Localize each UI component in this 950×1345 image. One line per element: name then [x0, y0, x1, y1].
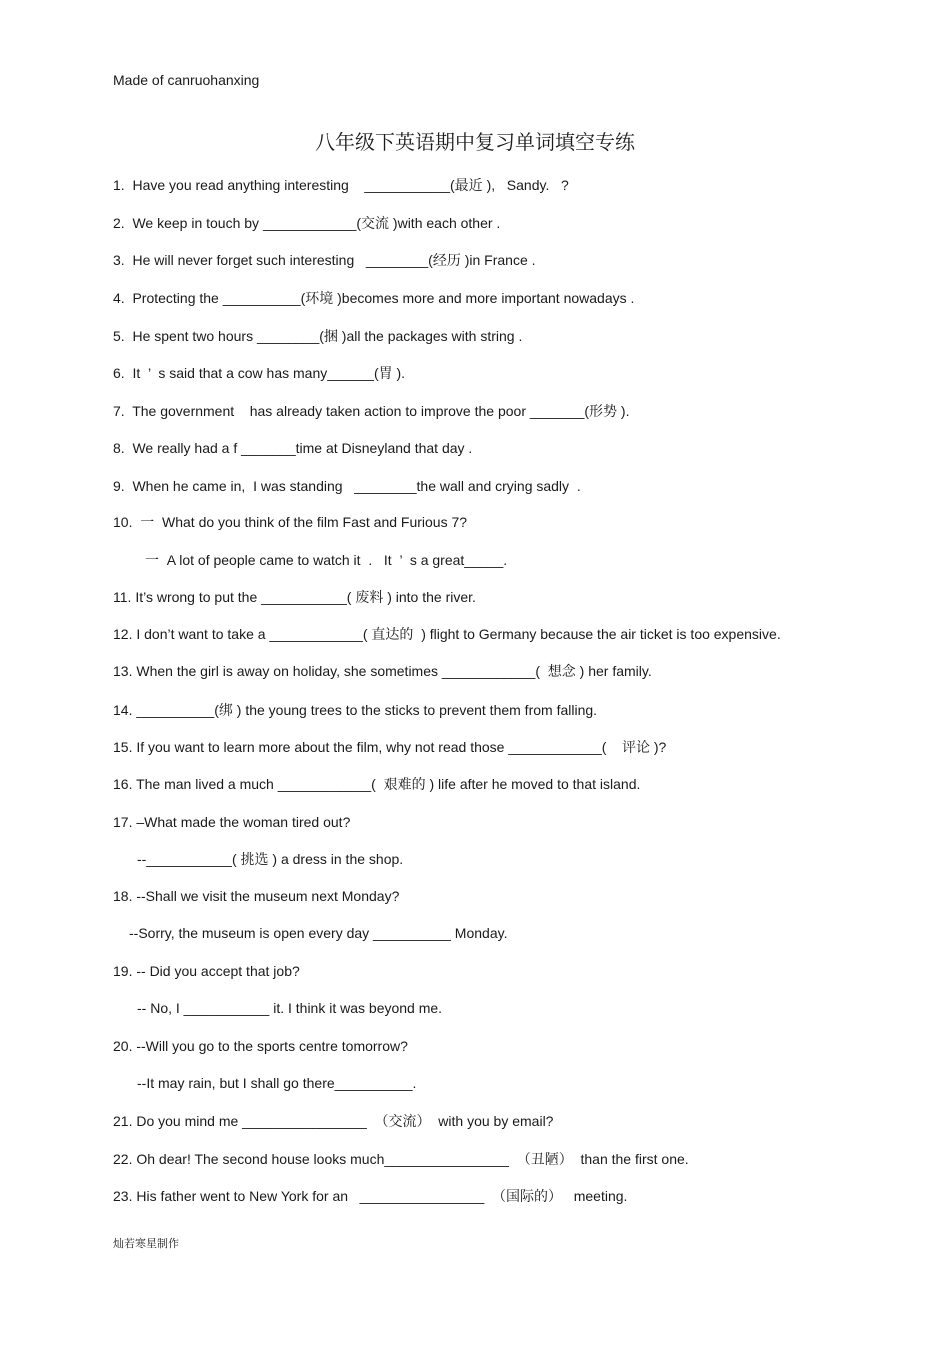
question-line: 18. --Shall we visit the museum next Monday?: [113, 888, 400, 904]
question-line: 13. When the girl is away on holiday, she sometimes ____________( 想念 ) her family.: [113, 663, 652, 679]
question-line: 22. Oh dear! The second house looks much________________ （丑陋） than the first one.: [113, 1151, 689, 1167]
question-line: 11. It’s wrong to put the ___________( 废料 ) into the river.: [113, 589, 476, 605]
answer-line: -- No, I ___________ it. I think it was beyond me.: [137, 1000, 443, 1016]
question-line: 8. We really had a f _______time at Disneyland that day .: [113, 440, 473, 456]
answer-line: --___________( 挑选 ) a dress in the shop.: [137, 851, 404, 867]
question-line: 5. He spent two hours ________(捆 )all the packages with string .: [113, 328, 523, 344]
question-line: 4. Protecting the __________(环境 )becomes more and more important nowadays .: [113, 290, 635, 306]
question-line: 10. 一 What do you think of the film Fast and Furious 7?: [113, 514, 468, 530]
question-line: 3. He will never forget such interesting ________(经历 )in France .: [113, 252, 536, 268]
question-line: 6. It ’ s said that a cow has many______(胃 ).: [113, 365, 406, 381]
question-line: 9. When he came in, I was standing ________the wall and crying sadly .: [113, 478, 581, 494]
question-line: 20. --Will you go to the sports centre tomorrow?: [113, 1038, 408, 1054]
question-line: 21. Do you mind me ________________ （交流） with you by email?: [113, 1113, 554, 1129]
question-line: 1. Have you read anything interesting ___________(最近 ), Sandy. ?: [113, 177, 569, 193]
page-title: 八年级下英语期中复习单词填空专练: [315, 130, 635, 154]
question-line: 16. The man lived a much ____________( 艰难的 ) life after he moved to that island.: [113, 776, 641, 792]
question-line: 2. We keep in touch by ____________(交流 )with each other .: [113, 215, 501, 231]
question-line: 15. If you want to learn more about the film, why not read those ____________( 评论 )?: [113, 739, 667, 755]
question-line: 12. I don’t want to take a ____________( 直达的 ) flight to Germany because the air ticket is too expensive.: [113, 626, 781, 642]
answer-line: --Sorry, the museum is open every day __________ Monday.: [129, 925, 508, 941]
question-line: 7. The government has already taken action to improve the poor _______(形势 ).: [113, 403, 630, 419]
question-line: 23. His father went to New York for an ________________ （国际的） meeting.: [113, 1188, 628, 1204]
answer-line: --It may rain, but I shall go there__________.: [137, 1075, 417, 1091]
footer-note: 灿若寒星制作: [113, 1237, 179, 1250]
header-note: Made of canruohanxing: [113, 72, 260, 88]
answer-line: 一 A lot of people came to watch it . It ’ s a great_____.: [145, 552, 508, 568]
question-line: 14. __________(绑 ) the young trees to the sticks to prevent them from falling.: [113, 702, 598, 718]
question-line: 19. -- Did you accept that job?: [113, 963, 300, 979]
question-line: 17. –What made the woman tired out?: [113, 814, 351, 830]
